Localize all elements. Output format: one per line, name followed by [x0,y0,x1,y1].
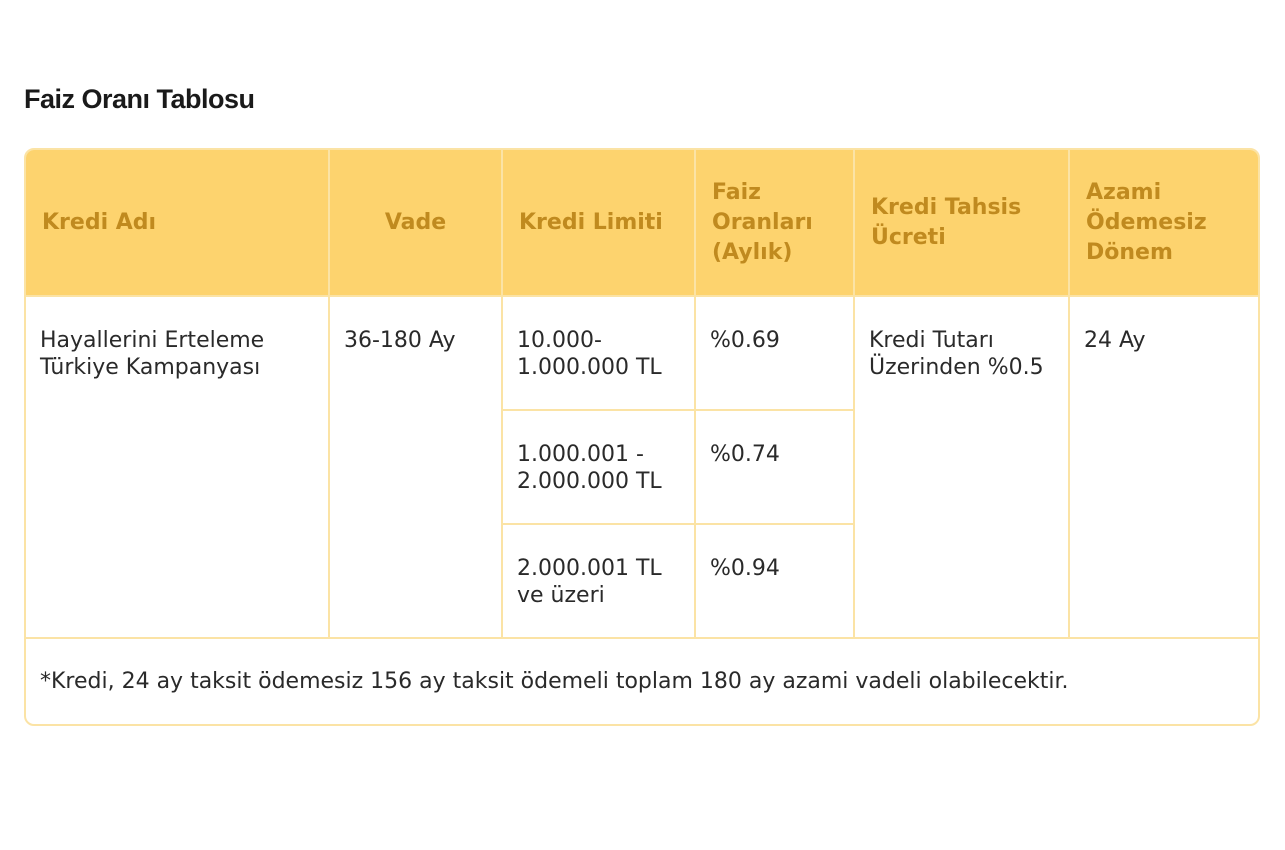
table-header-row [26,150,1258,296]
page-title: Faiz Oranı Tablosu [24,84,255,114]
interest-rate-table-container [24,148,1260,726]
cell-kredi-limiti: 10.000- 1.000.000 TL [502,296,695,410]
cell-faiz-orani: %0.69 [695,296,854,410]
table-row [26,296,1258,410]
footnote-row [26,638,1258,724]
cell-kredi-limiti: 1.000.001 - 2.000.000 TL [502,410,695,524]
interest-rate-table [26,150,1258,724]
footnote: *Kredi, 24 ay taksit ödemesiz 156 ay taksit ödemeli toplam 180 ay azami vadeli olabilecektir. [26,638,1258,724]
cell-faiz-orani: %0.74 [695,410,854,524]
header-faiz-oranlari: Faiz Oranları (Aylık) [695,150,854,296]
cell-faiz-orani: %0.94 [695,524,854,638]
header-kredi-limiti: Kredi Limiti [502,150,695,296]
header-azami-odemesiz-donem: Azami Ödemesiz Dönem [1069,150,1258,296]
cell-kredi-tahsis-ucreti: Kredi Tutarı Üzerinden %0.5 [854,296,1069,638]
cell-azami-odemesiz-donem: 24 Ay [1069,296,1258,638]
cell-vade: 36-180 Ay [329,296,502,638]
cell-kredi-limiti: 2.000.001 TL ve üzeri [502,524,695,638]
header-kredi-adi: Kredi Adı [26,150,329,296]
cell-kredi-adi: Hayallerini Erteleme Türkiye Kampanyası [26,296,329,638]
header-vade: Vade [329,150,502,296]
header-kredi-tahsis-ucreti: Kredi Tahsis Ücreti [854,150,1069,296]
